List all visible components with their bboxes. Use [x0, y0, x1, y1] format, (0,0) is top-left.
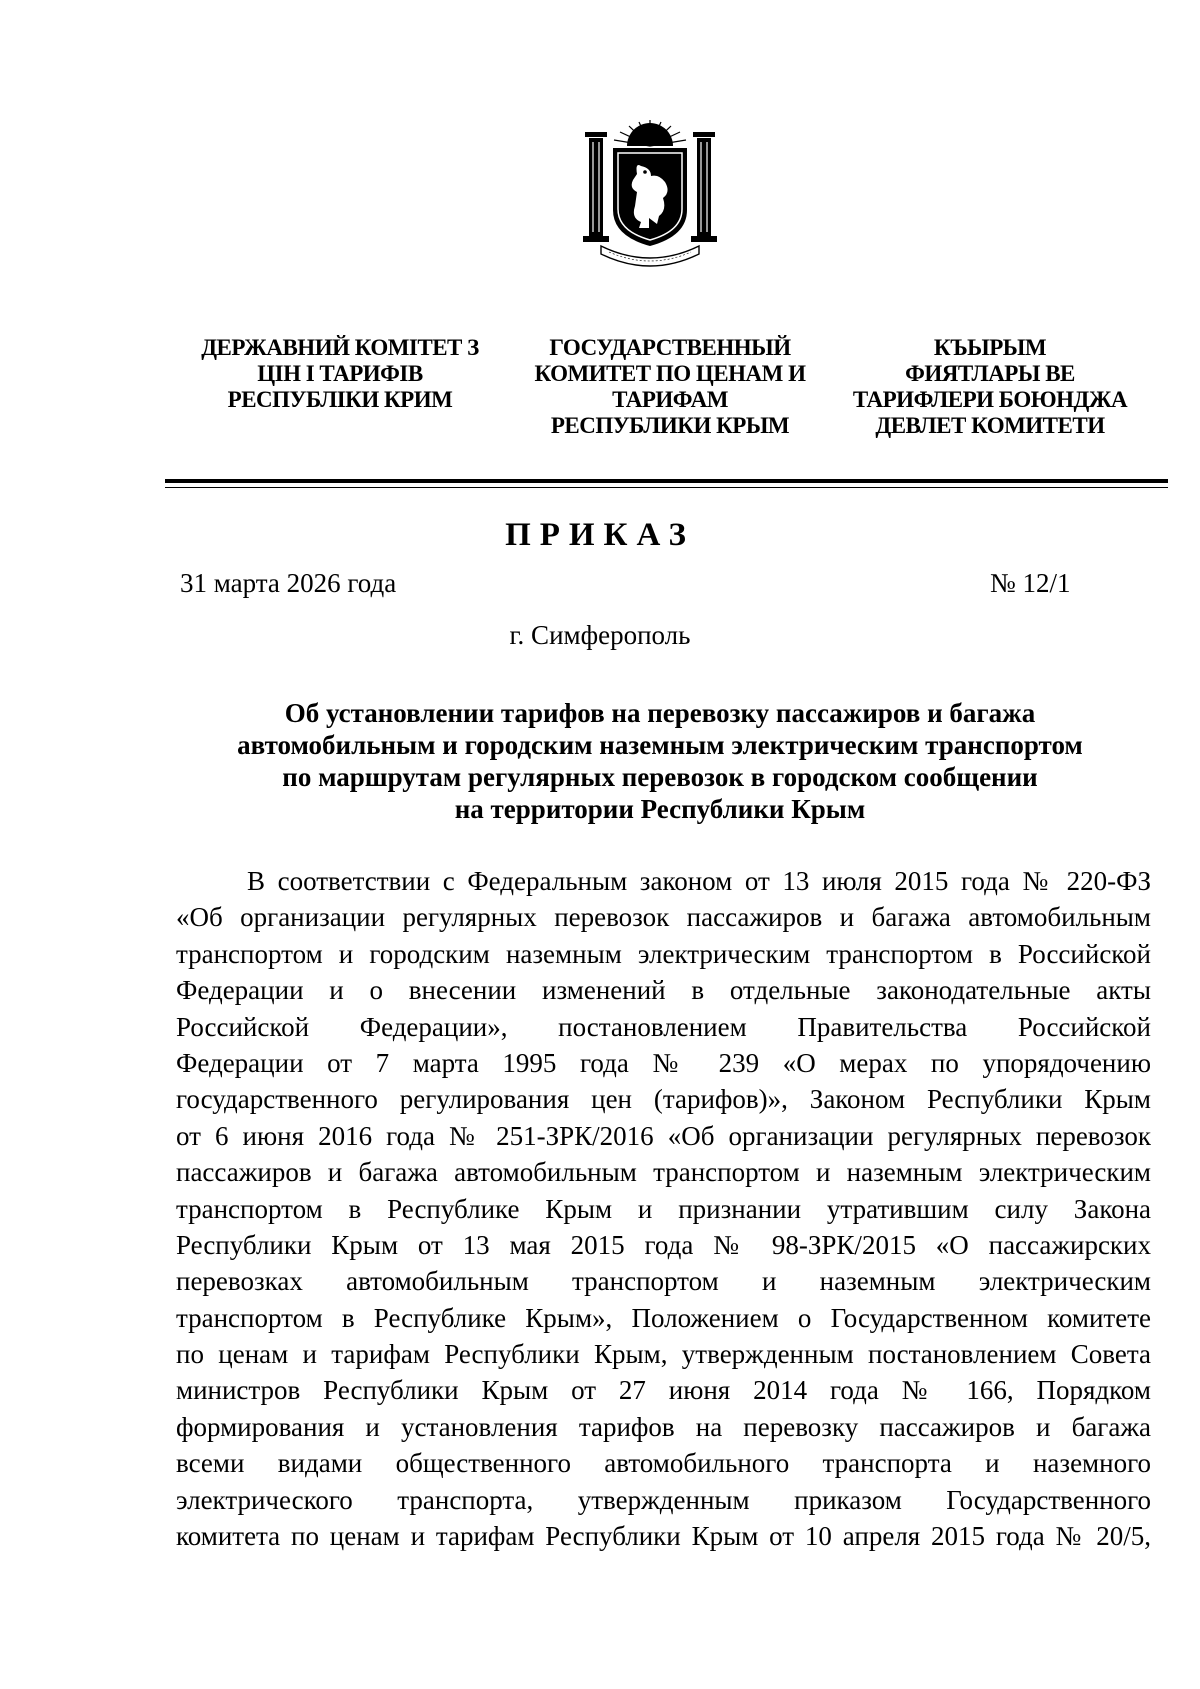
body-line: по ценам и тарифам Республики Крым, утвержденным постановлением Совета	[176, 1339, 1151, 1370]
body-line: всеми видами общественного автомобильного транспорта и наземного	[176, 1448, 1151, 1479]
header-russian-line: КОМИТЕТ ПО ЦЕНАМ И	[534, 361, 806, 386]
document-date: 31 марта 2026 года	[180, 568, 397, 598]
body-line: электрического транспорта, утвержденным приказом Государственного	[176, 1484, 1151, 1515]
body-line: пассажиров и багажа автомобильным транспортом и наземным электрическим	[176, 1157, 1151, 1188]
header-russian-line: ТАРИФАМ	[612, 387, 728, 412]
header-divider-thin	[165, 487, 1168, 488]
document-type-heading: ПРИКАЗ	[505, 517, 695, 553]
body-line: В соответствии с Федеральным законом от 13 июля 2015 года № 220-ФЗ	[247, 866, 1151, 896]
header-russian	[520, 335, 820, 439]
header-ukrainian-line: ДЕРЖАВНИЙ КОМІТЕТ З	[201, 335, 479, 360]
body-line: Республики Крым от 13 мая 2015 года № 98-ЗРК/2015 «О пассажирских	[176, 1229, 1151, 1260]
header-crimean-tatar-line: ТАРИФЛЕРИ БОЮНДЖА	[852, 387, 1128, 412]
title-line: по маршрутам регулярных перевозок в городском сообщении	[282, 762, 1038, 792]
body-line: транспортом и городским наземным электрическим транспортом в Российской	[176, 938, 1151, 969]
header-crimean-tatar-line: ФИЯТЛАРЫ ВЕ	[905, 361, 1075, 386]
body-line: транспортом в Республике Крым», Положением о Государственном комитете	[176, 1302, 1151, 1333]
document-number: № 12/1	[990, 568, 1071, 598]
header-ukrainian	[185, 335, 495, 413]
header-ukrainian-line: РЕСПУБЛІКИ КРИМ	[227, 387, 453, 412]
body-line: перевозках автомобильным транспортом и наземным электрическим	[176, 1266, 1151, 1297]
document-city: г. Симферополь	[509, 620, 691, 650]
header-russian-line: ГОСУДАРСТВЕННЫЙ	[549, 335, 791, 360]
body-line: Федерации от 7 марта 1995 года № 239 «О мерах по упорядочению	[176, 1047, 1151, 1078]
header-crimean-tatar-line: КЪЫРЫМ	[933, 335, 1047, 360]
header-crimean-tatar	[840, 335, 1140, 439]
body-line: от 6 июня 2016 года № 251-ЗРК/2016 «Об организации регулярных перевозок	[176, 1120, 1151, 1151]
body-line: формирования и установления тарифов на перевозку пассажиров и багажа	[176, 1411, 1151, 1442]
title-line: на территории Республики Крым	[454, 794, 866, 824]
header-divider-thick	[165, 479, 1168, 483]
document-body	[176, 863, 1151, 1554]
header-crimean-tatar-line: ДЕВЛЕТ КОМИТЕТИ	[875, 413, 1105, 438]
body-line: «Об организации регулярных перевозок пассажиров и багажа автомобильным	[176, 902, 1151, 933]
coat-of-arms-icon	[579, 118, 721, 268]
title-line: Об установлении тарифов на перевозку пассажиров и багажа	[284, 698, 1036, 728]
document-title	[160, 697, 1160, 825]
body-line: комитета по ценам и тарифам Республики Крым от 10 апреля 2015 года № 20/5,	[176, 1521, 1151, 1552]
header-ukrainian-line: ЦІН І ТАРИФІВ	[257, 361, 423, 386]
body-line: государственного регулирования цен (тарифов)», Законом Республики Крым	[176, 1084, 1151, 1115]
header-russian-line: РЕСПУБЛИКИ КРЫМ	[550, 413, 790, 438]
body-line: Федерации и о внесении изменений в отдельные законодательные акты	[176, 975, 1151, 1006]
body-line: Российской Федерации», постановлением Правительства Российской	[176, 1011, 1151, 1042]
body-line: министров Республики Крым от 27 июня 2014 года № 166, Порядком	[176, 1375, 1151, 1406]
title-line: автомобильным и городским наземным электрическим транспортом	[237, 730, 1083, 760]
body-line: транспортом в Республике Крым и признании утратившим силу Закона	[176, 1193, 1151, 1224]
